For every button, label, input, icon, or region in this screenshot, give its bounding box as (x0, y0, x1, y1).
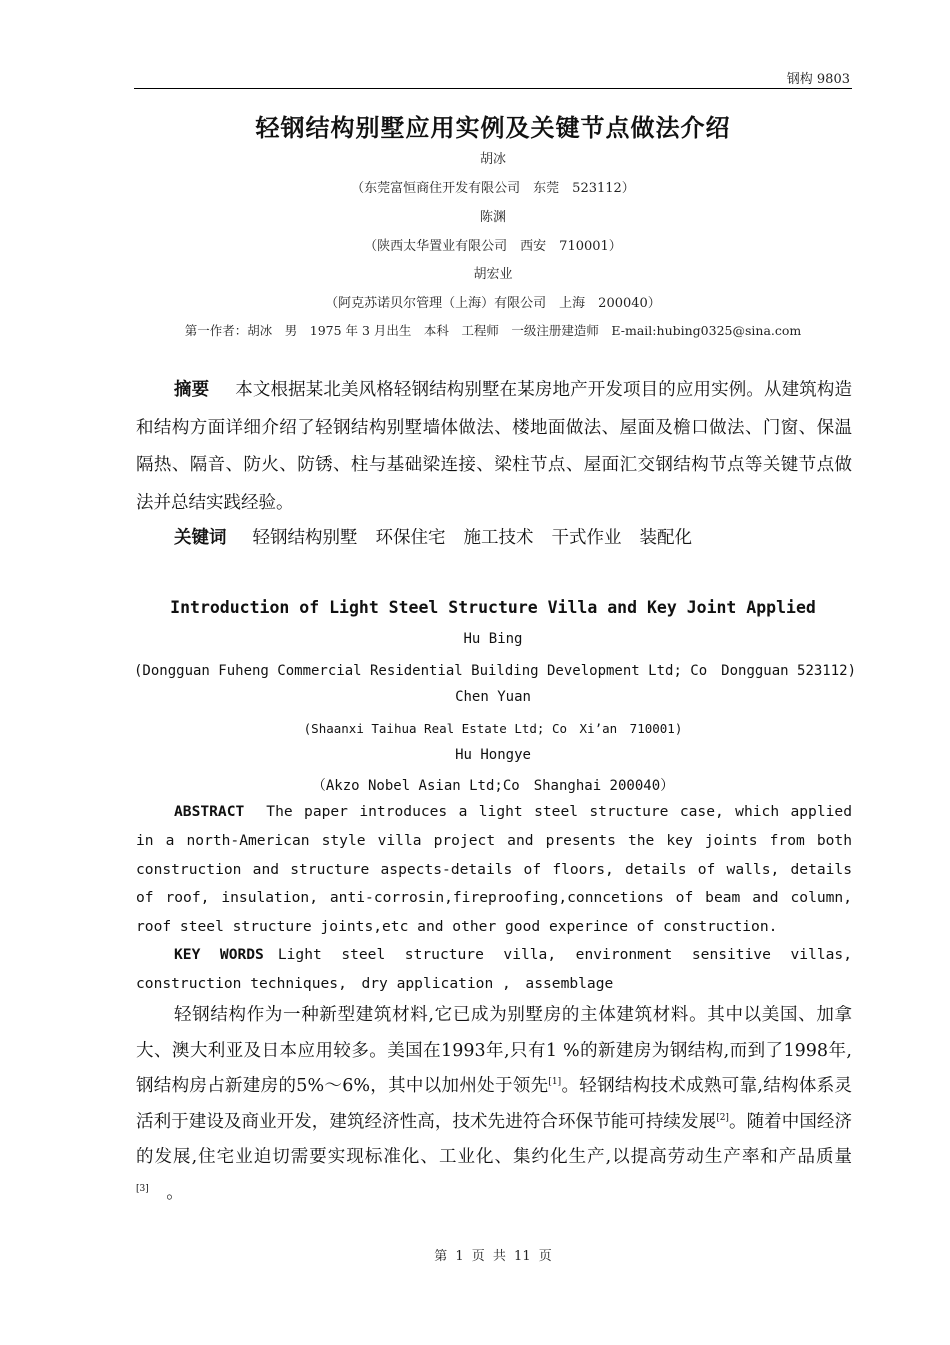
author-name: 胡宏业 (473, 267, 513, 282)
citation-ref: [2] (716, 1112, 729, 1123)
keywords-cn (136, 522, 852, 554)
citation-ref: [3] (136, 1183, 149, 1194)
keywords-en-text: Light steel structure villa, environment sensitive villas, construction techniques, dry application , assemblage (136, 946, 852, 992)
body-text-run: 。轻钢结构技术成熟可靠,结构体系灵活利于建设及商业开发，建筑经济性高，技术先进符合环保节能可持续发展 (136, 1076, 853, 1132)
keyword-item: 施工技术 (463, 528, 534, 548)
body-text-run: 轻钢结构作为一种新型建筑材料,它已成为别墅房的主体建筑材料。其中以美国、加拿大、澳大利亚及日本应用较多。美国在1993年,只有1 %的新建房为钢结构,而到了1998年,钢结构房占新建房的5%～6%，其中以加州处于领先 (136, 1005, 852, 1096)
abstract-cn-text: 本文根据某北美风格轻钢结构别墅在某房地产开发项目的应用实例。从建筑构造和结构方面详细介绍了轻钢结构别墅墙体做法、楼地面做法、屋面及檐口做法、门窗、保温隔热、隔音、防火、防锈、柱与基础梁连接、梁柱节点、屋面汇交钢结构节点等关键节点做法并总结实践经验。 (136, 380, 852, 513)
english-author-affiliation: （Akzo Nobel Asian Ltd;Co Shanghai 200040） (311, 778, 675, 794)
body-text (136, 998, 852, 1211)
abstract-cn (136, 372, 852, 522)
abstract-en-label: ABSTRACT (174, 803, 245, 820)
english-author-name: Chen Yuan (455, 689, 531, 705)
body-paragraph (136, 998, 852, 1211)
abstract-en-text: The paper introduces a light steel structure case, which applied in a north-American style villa project and presents the key joints from both construction and structure aspects-details of floors, details of walls, details of roof, insulation, anti-corrosin,fireproofing,conncetions of beam and column, roof steel structure joints,etc and other good experince of construction. (136, 803, 852, 936)
english-author-affiliation: (Dongguan Fuheng Commercial Residential Building Development Ltd; Co Dongguan 523112) (134, 663, 857, 679)
keywords-en (136, 941, 852, 999)
keyword-item: 装配化 (639, 528, 692, 548)
first-author-note: 第一作者：胡冰 男 1975 年 3 月出生 本科 工程师 一级注册建造师 E-mail:hubing0325@sina.com (184, 323, 802, 338)
citation-ref: [1] (548, 1077, 562, 1087)
keywords-cn-label: 关键词 (174, 528, 227, 548)
header-rule (134, 88, 852, 89)
english-author-name: Hu Hongye (455, 747, 531, 763)
author-affiliation: （陕西太华置业有限公司 西安 710001） (364, 239, 622, 254)
keyword-item: 干式作业 (551, 528, 622, 548)
keyword-item: 环保住宅 (375, 528, 446, 548)
paper-title: 轻钢结构别墅应用实例及关键节点做法介绍 (255, 113, 731, 142)
body-text-run: 。随着中国经济的发展,住宅业迫切需要实现标准化、工业化、集约化生产,以提高劳动生产率和产品质量 (136, 1111, 853, 1167)
page-number: 第 1 页 共 11 页 (434, 1249, 552, 1264)
english-author-name: Hu Bing (463, 631, 523, 647)
journal-tag: 钢构 9803 (786, 72, 850, 87)
author-affiliation: （阿克苏诺贝尔管理（上海）有限公司 上海 200040） (325, 296, 661, 311)
author-name: 陈渊 (479, 210, 506, 225)
abstract-cn-label: 摘要 (174, 380, 210, 400)
author-affiliation: （东莞富恒商住开发有限公司 东莞 523112） (351, 181, 635, 196)
abstract-en (136, 798, 852, 942)
keywords-en-label: KEY WORDS (174, 946, 264, 963)
english-author-affiliation: (Shaanxi Taihua Real Estate Ltd; Co Xi’an 710001) (303, 721, 683, 736)
author-name: 胡冰 (479, 152, 506, 167)
keyword-item: 轻钢结构别墅 (252, 528, 358, 548)
body-text-run: 。 (148, 1182, 184, 1203)
english-title: Introduction of Light Steel Structure Villa and Key Joint Applied (170, 598, 816, 617)
